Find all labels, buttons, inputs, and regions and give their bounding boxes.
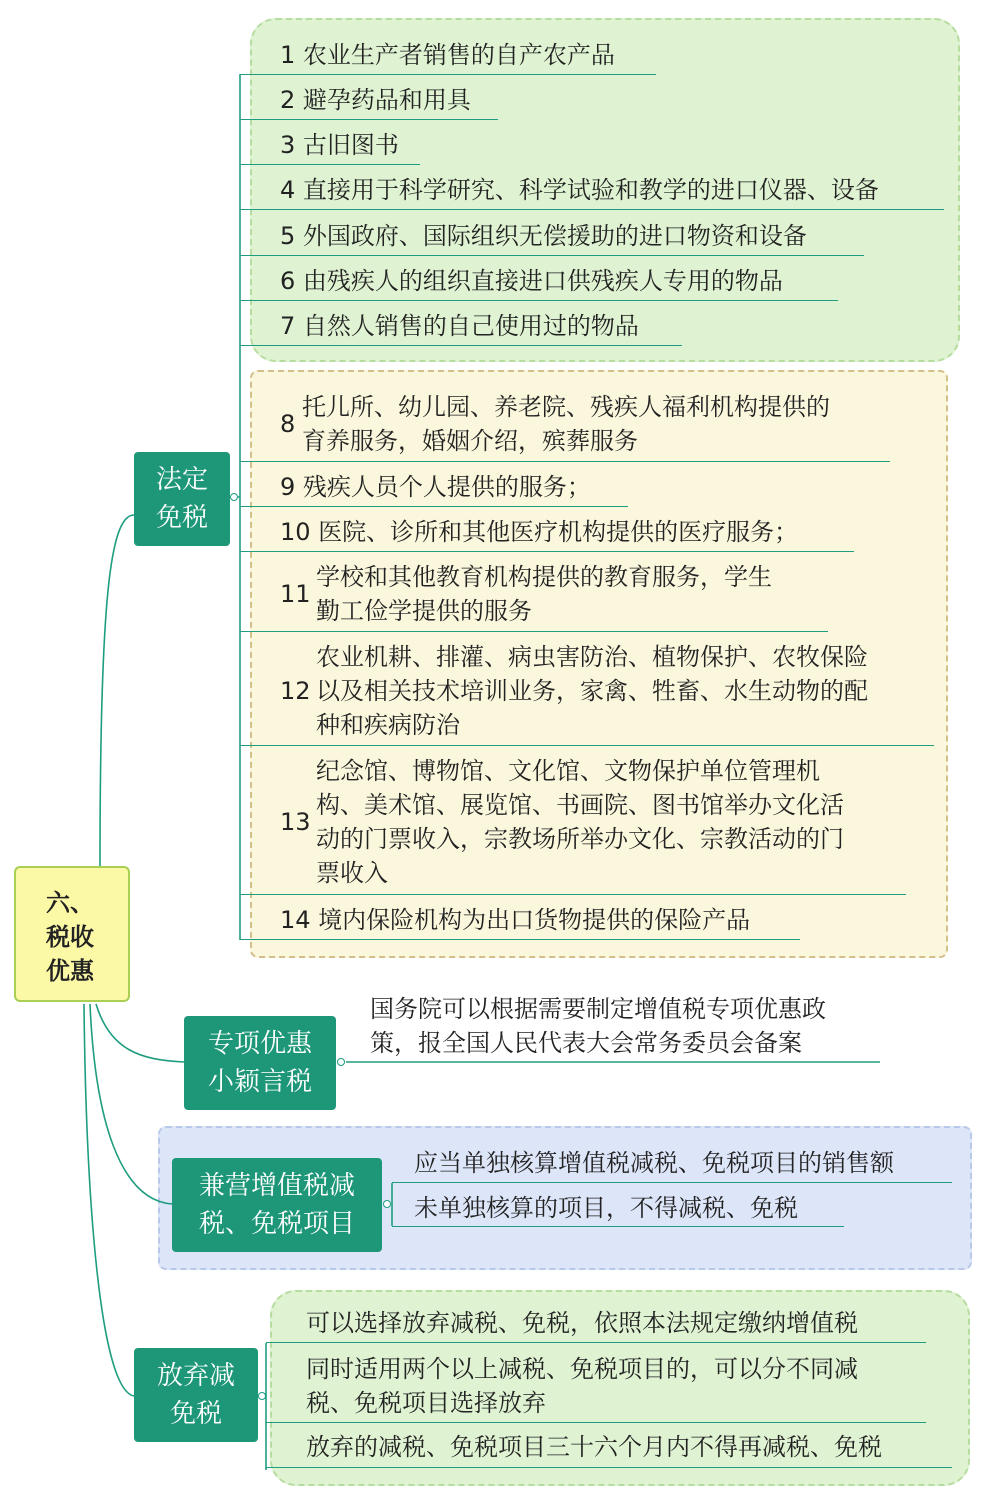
item-underline [240,894,906,895]
fading-item-3 [280,128,399,162]
item-num: 5 [280,222,296,250]
item-text: 由残疾人的组织直接进口供残疾人专用的物品 [302,267,783,295]
fading-item-1 [280,38,615,72]
item-line: 以及相关技术培训业务，家禽、牲畜、水生动物的配 [316,677,868,705]
item-line: 策，报全国人民代表大会常务委员会备案 [370,1029,802,1057]
fangqi-item-1 [306,1306,858,1340]
item-underline [392,1226,844,1227]
fangqi-item-3 [306,1430,882,1464]
branch-fading-line-1: 法定 [155,465,208,495]
item-line: 放弃的减税、免税项目三十六个月内不得再减税、免税 [306,1433,882,1461]
root-line-3: 优惠 [46,957,94,985]
item-underline [240,255,864,256]
item-line: 构、美术馆、展览馆、书画院、图书馆举办文化活 [316,791,844,819]
item-line: 动的门票收入，宗教场所举办文化、宗教活动的门 [316,825,844,853]
fading-item-2 [280,83,471,117]
item-text: 境内保险机构为出口货物提供的保险产品 [318,906,751,934]
item-underline [240,74,656,75]
fading-item-4 [280,173,879,207]
item-text: 外国政府、国际组织无偿援助的进口物资和设备 [302,222,807,250]
item-text: 未单独核算的项目，不得减税、免税 [414,1194,798,1222]
item-underline [240,164,420,165]
item-underline [392,1182,952,1183]
item-line: 国务院可以根据需要制定增值税专项优惠政 [370,995,826,1023]
item-num: 2 [280,86,296,114]
jianying-item-1 [414,1146,894,1180]
item-line: 托儿所、幼儿园、养老院、残疾人福利机构提供的 [302,393,830,421]
branch-zhuanxiang-line-2: 小颖言税 [207,1067,312,1097]
item-underline [240,300,838,301]
branch-zhuanxiang-line-1: 专项优惠 [207,1029,312,1059]
branch-waive-exemption [134,1348,258,1442]
item-text: 自然人销售的自己使用过的物品 [302,312,639,340]
item-num: 14 [280,906,311,934]
item-num: 8 [280,410,296,438]
branch-jianying-line-2: 税、免税项目 [198,1209,355,1239]
item-num: 3 [280,131,296,159]
item-line: 票收入 [316,859,388,887]
item-underline [240,506,628,507]
item-line: 勤工俭学提供的服务 [316,597,532,625]
item-line: 税、免税项目选择放弃 [306,1389,546,1417]
item-num: 1 [280,41,296,69]
item-num: 12 [280,677,311,705]
item-line: 可以选择放弃减税、免税，依照本法规定缴纳增值税 [306,1309,858,1337]
item-num: 11 [280,580,311,608]
branch-special-incentives [184,1016,336,1110]
item-line: 同时适用两个以上减税、免税项目的，可以分不同减 [306,1355,858,1383]
item-line: 种和疾病防治 [316,711,460,739]
item-num: 7 [280,312,296,340]
root-line-1: 六、 [46,889,94,917]
item-underline [266,1467,952,1468]
item-underline [240,461,890,462]
item-underline [240,345,682,346]
item-underline [266,1342,926,1343]
item-num: 4 [280,176,296,204]
item-underline [240,631,828,632]
item-text: 应当单独核算增值税减税、免税项目的销售额 [414,1149,894,1177]
item-num: 6 [280,267,296,295]
fading-item-14 [280,903,750,937]
item-text: 医院、诊所和其他医疗机构提供的医疗服务； [318,518,799,546]
fading-item-7 [280,309,639,343]
item-num: 10 [280,518,311,546]
item-text: 直接用于科学研究、科学试验和教学的进口仪器、设备 [302,176,879,204]
item-num: 13 [280,808,311,836]
fading-item-9 [280,470,591,504]
zhuanxiang-text [370,992,826,1060]
branch-jianying-dot [383,1200,391,1208]
branch-mixed-operations [172,1158,382,1252]
fangqi-item-2 [306,1352,858,1420]
item-text: 避孕药品和用具 [302,86,471,114]
fading-item-5 [280,219,807,253]
branch-zhuanxiang-dot [337,1058,345,1066]
item-line: 学校和其他教育机构提供的教育服务，学生 [316,563,772,591]
root-line-2: 税收 [46,923,94,951]
item-line: 育养服务，婚姻介绍，殡葬服务 [302,427,638,455]
item-underline [266,1422,926,1423]
item-text: 古旧图书 [302,131,399,159]
fading-item-10 [280,515,798,549]
root-node-tax-incentives [14,866,130,1002]
fading-item-6 [280,264,783,298]
item-line: 农业机耕、排灌、病虫害防治、植物保护、农牧保险 [316,643,868,671]
item-num: 9 [280,473,296,501]
item-line: 纪念馆、博物馆、文化馆、文物保护单位管理机 [316,757,820,785]
item-text: 农业生产者销售的自产农产品 [302,41,615,69]
jianying-item-2 [414,1191,798,1225]
branch-fading-dot [230,493,238,501]
item-underline [240,119,498,120]
branch-fangqi-line-1: 放弃减 [156,1361,235,1391]
item-underline [240,209,944,210]
item-underline [240,745,934,746]
item-text: 残疾人员个人提供的服务； [302,473,591,501]
branch-fading-line-2: 免税 [155,503,208,533]
item-underline [240,939,800,940]
item-underline [240,551,854,552]
branch-jianying-line-1: 兼营增值税减 [198,1171,355,1201]
branch-fangqi-line-2: 免税 [169,1399,222,1429]
branch-statutory-exemption [134,452,230,546]
branch-fangqi-dot [258,1392,266,1400]
